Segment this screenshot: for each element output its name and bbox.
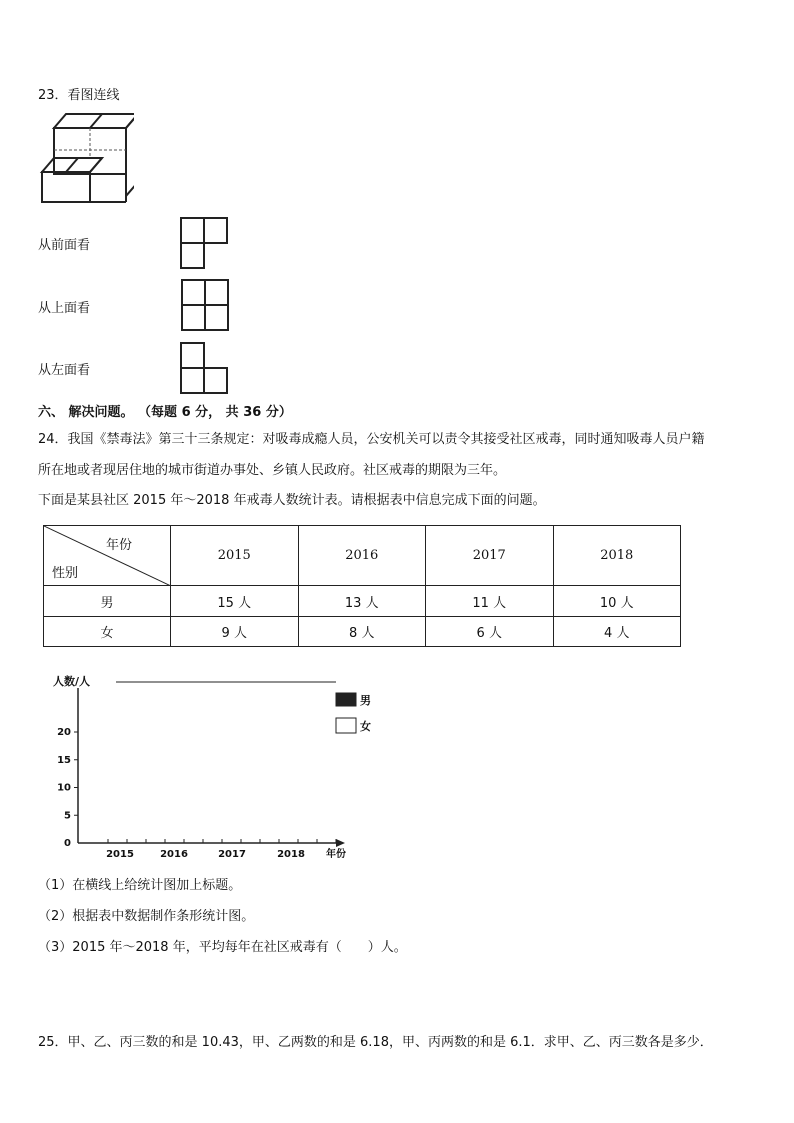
y-tick-label: 0 xyxy=(64,838,71,849)
table-cell: 10 人 xyxy=(553,586,681,617)
bar-chart xyxy=(40,668,380,864)
q24-sub3: （3）2015 年～2018 年，平均每年在社区戒毒有（ ）人。 xyxy=(38,940,407,955)
table-cell: 4 人 xyxy=(553,617,681,647)
q25-text: 25．甲、乙、丙三数的和是 10.43，甲、乙两数的和是 6.18，甲、丙两数的和是 6.1．求甲、乙、丙三数各是多少． xyxy=(38,1035,713,1050)
table-cell: 9 人 xyxy=(171,617,299,647)
y-axis-label: 人数/人 xyxy=(53,675,91,688)
view-shape-left xyxy=(178,341,230,395)
corner-gender-label: 性别 xyxy=(52,566,79,581)
y-tick-label: 20 xyxy=(57,727,71,738)
row-label: 男 xyxy=(44,586,171,617)
view-front-label: 从前面看 xyxy=(38,238,91,253)
q24-sub1: （1）在横线上给统计图加上标题。 xyxy=(38,878,242,893)
legend-swatch-female xyxy=(336,718,356,733)
row-label: 女 xyxy=(44,617,171,647)
x-tick-label: 2016 xyxy=(160,849,188,860)
legend-swatch-male xyxy=(336,693,356,706)
header-year: 2015 xyxy=(171,526,299,586)
view-shape-top xyxy=(179,278,231,332)
x-axis-label: 年份 xyxy=(326,849,346,860)
table-cell: 15 人 xyxy=(171,586,299,617)
y-tick-label: 15 xyxy=(57,754,71,766)
y-tick-label: 5 xyxy=(64,810,71,822)
q23-title: 23．看图连线 xyxy=(38,88,120,103)
section-heading: 六、 解决问题。 （每题 6 分， 共 36 分） xyxy=(38,405,292,420)
view-left-label: 从左面看 xyxy=(38,363,91,378)
q24-line1: 24．我国《禁毒法》第三十三条规定：对吸毒成瘾人员，公安机关可以责令其接受社区戒毒，同时通知吸毒人员户籍 xyxy=(38,432,705,447)
q24-line3: 下面是某县社区 2015 年～2018 年戒毒人数统计表。请根据表中信息完成下面的问题。 xyxy=(38,493,546,508)
legend-label-female: 女 xyxy=(360,720,371,733)
table-cell: 6 人 xyxy=(426,617,554,647)
cube-stack-figure xyxy=(38,110,134,206)
header-year: 2016 xyxy=(298,526,426,586)
corner-year-label: 年份 xyxy=(106,538,133,553)
legend-label-male: 男 xyxy=(360,694,371,707)
q24-line2: 所在地或者现居住地的城市街道办事处、乡镇人民政府。社区戒毒的期限为三年。 xyxy=(38,463,507,478)
view-shape-front xyxy=(178,216,230,270)
x-axis-arrow xyxy=(336,839,345,847)
table-cell: 8 人 xyxy=(298,617,426,647)
view-top-label: 从上面看 xyxy=(38,301,91,316)
y-tick-label: 10 xyxy=(57,782,71,794)
q24-sub2: （2）根据表中数据制作条形统计图。 xyxy=(38,909,255,924)
x-tick-label: 2018 xyxy=(277,849,305,860)
table-corner-cell xyxy=(44,526,171,586)
stats-table xyxy=(43,525,681,647)
header-year: 2017 xyxy=(426,526,554,586)
table-cell: 11 人 xyxy=(426,586,554,617)
table-row xyxy=(44,617,681,647)
header-year: 2018 xyxy=(553,526,681,586)
table-row xyxy=(44,586,681,617)
x-tick-label: 2015 xyxy=(106,849,134,860)
x-tick-label: 2017 xyxy=(218,849,246,860)
table-cell: 13 人 xyxy=(298,586,426,617)
